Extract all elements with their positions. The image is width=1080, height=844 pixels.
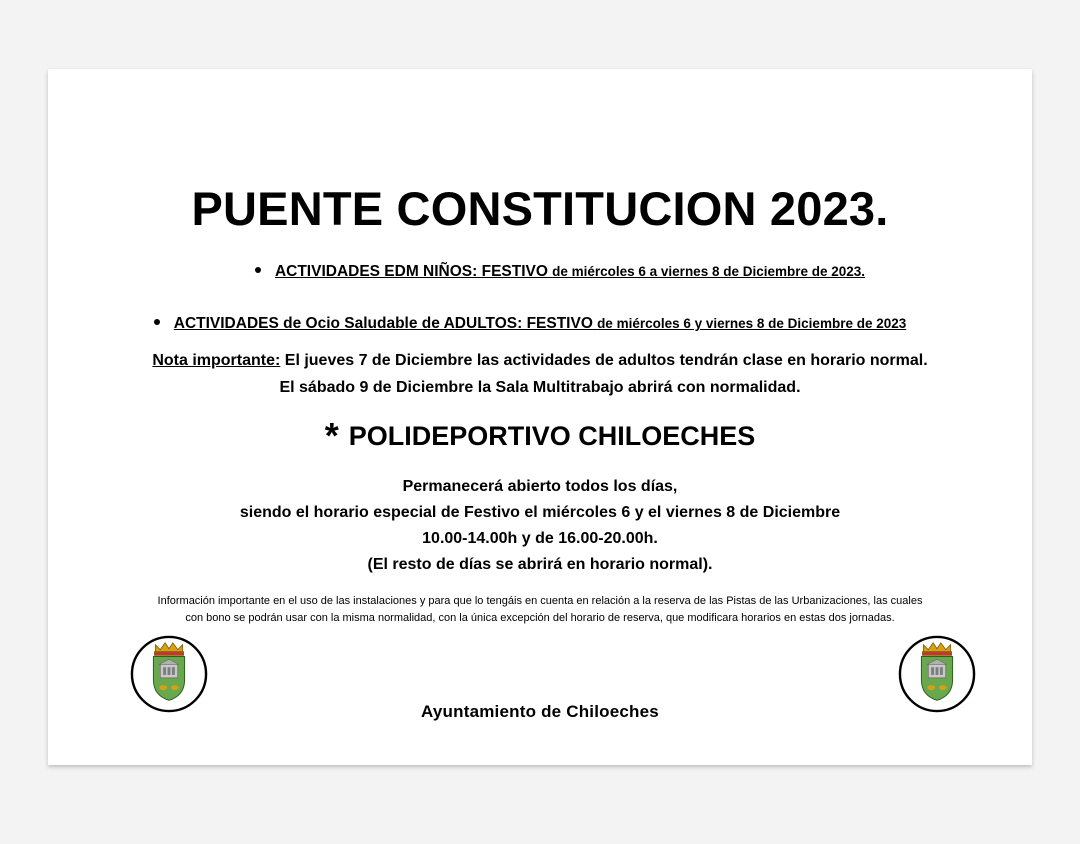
important-note — [48, 352, 1032, 370]
bullet-adult-activities — [28, 315, 1032, 333]
note-label: Nota importante: — [152, 352, 281, 369]
bullet-rest: de miércoles 6 a viernes 8 de Diciembre de 2023. — [552, 264, 866, 279]
document-page — [48, 69, 1032, 765]
info-paragraph — [108, 593, 972, 627]
asterisk-icon: * — [324, 415, 339, 456]
sports-centre-line: (El resto de días se abrirá en horario normal). — [367, 556, 713, 573]
sports-centre-title: POLIDEPORTIVO CHILOECHES — [348, 421, 756, 451]
sports-centre-heading — [48, 415, 1032, 463]
sports-centre-hours: 10.00-14.00h y de 16.00-20.00h. — [422, 530, 658, 547]
footer-signature: Ayuntamiento de Chiloeches — [421, 702, 659, 721]
sports-centre-line: Permanecerá abierto todos los días, — [402, 478, 678, 495]
bullet-lead: ACTIVIDADES de Ocio Saludable de ADULTOS: FESTIVO — [173, 315, 593, 332]
bullet-rest: de miércoles 6 y viernes 8 de Diciembre de 2023 — [597, 316, 907, 331]
info-line: Información importante en el uso de las instalaciones y para que lo tengáis en cuenta en relación a la reserva de las Pistas de las Urbanizaciones, las cuales — [157, 595, 923, 607]
note-saturday: El sábado 9 de Diciembre la Sala Multitrabajo abrirá con normalidad. — [279, 379, 801, 396]
note-text: El jueves 7 de Diciembre las actividades de adultos tendrán clase en horario normal. — [284, 352, 928, 369]
info-line: con bono se podrán usar con la misma normalidad, con la única excepción del horario de reserva, que modificara horarios en estas dos jornadas. — [185, 612, 895, 624]
bullet-kids-activities — [88, 263, 1032, 281]
bullet-dot-icon — [255, 267, 261, 273]
page-title: PUENTE CONSTITUCION 2023. — [191, 182, 889, 235]
bullet-dot-icon — [154, 319, 160, 325]
sports-centre-line: siendo el horario especial de Festivo el miércoles 6 y el viernes 8 de Diciembre — [239, 504, 841, 521]
bullet-lead: ACTIVIDADES EDM NIÑOS: FESTIVO — [274, 263, 548, 280]
